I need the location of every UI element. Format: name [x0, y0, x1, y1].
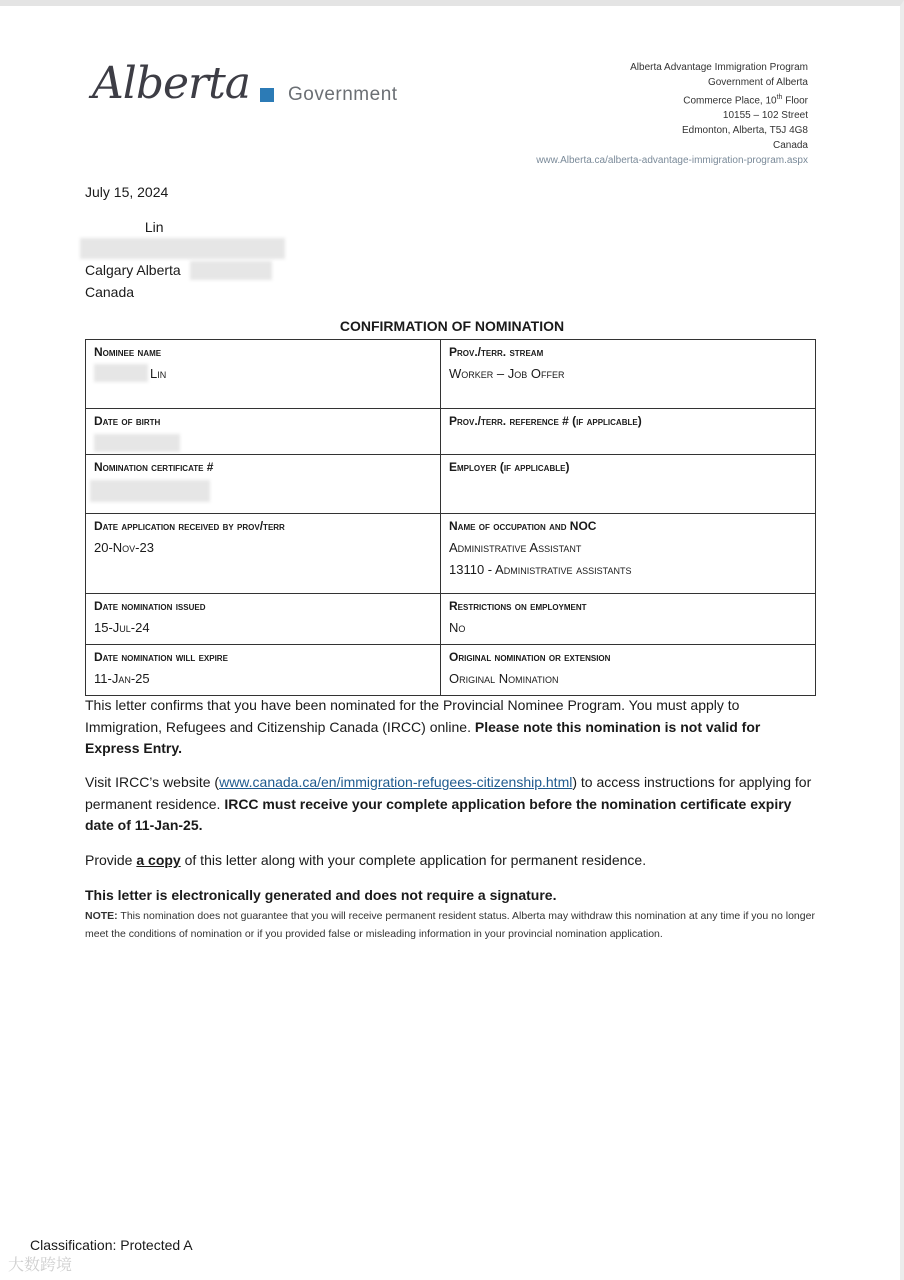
orig-cell — [441, 645, 816, 696]
stream-cell — [441, 340, 816, 409]
employer-cell — [441, 455, 816, 514]
expire-label: Date nomination will expire — [94, 650, 228, 664]
noc-value: 13110 - Administrative assistants — [449, 562, 632, 577]
paragraph-ircc: Visit IRCC’s website (www.canada.ca/en/immigration-refugees-citizenship.html) to access instructions for applying for permanent residence. IRCC must receive your complete application before the nomination certificate expiry date of 11-Jan-25. — [85, 774, 812, 833]
address-line: Canada — [772, 140, 808, 152]
employer-label: Employer (if applicable) — [449, 460, 570, 474]
paragraph-electronic: This letter is electronically generated and does not require a signature. — [85, 887, 557, 903]
orig-value: Original Nomination — [449, 671, 559, 686]
orig-label: Original nomination or extension — [449, 650, 611, 664]
nomination-table — [85, 339, 816, 696]
paragraph-confirmation: This letter confirms that you have been nominated for the Provincial Nominee Program. You must apply to Immigration, Refugees and Citizenship Canada (IRCC) online. Please note this nomination is not valid for Express Entry. — [85, 697, 761, 756]
occupation-cell — [441, 514, 816, 594]
letter-title: CONFIRMATION OF NOMINATION — [339, 318, 565, 334]
received-label: Date application received by prov/terr — [94, 519, 285, 533]
watermark: 大数跨境 — [8, 1257, 73, 1274]
note-paragraph: NOTE: This nomination does not guarantee that you will receive permanent resident status. Alberta may withdraw this nomination at any time if you no longer meet the conditions of nomination or if you provided false or misleading information in your provincial nomination application. — [85, 910, 815, 940]
ref-cell — [441, 409, 816, 455]
ref-label: Prov./terr. reference # (if applicable) — [449, 414, 642, 428]
issued-label: Date nomination issued — [94, 599, 206, 613]
nominee-name-label: Nominee name — [94, 345, 162, 359]
occupation-value: Administrative Assistant — [449, 540, 582, 555]
logo-government-text: Government — [288, 84, 398, 105]
address-line: Commerce Place, 10th Floor — [683, 94, 808, 107]
cert-cell — [86, 455, 441, 514]
address-line: Edmonton, Alberta, T5J 4G8 — [681, 125, 808, 137]
recipient-city: Calgary Alberta — [85, 262, 181, 278]
redacted-cert-number — [90, 480, 210, 502]
restrictions-value: No — [449, 620, 466, 635]
occupation-label: Name of occupation and NOC — [449, 519, 597, 533]
expire-value: 11-Jan-25 — [94, 671, 150, 686]
issued-cell — [86, 594, 441, 645]
alberta-government-logo — [92, 58, 412, 118]
redacted-dob — [94, 434, 180, 452]
letter-date: July 15, 2024 — [85, 184, 169, 200]
restrictions-label: Restrictions on employment — [449, 599, 587, 613]
logo-script: Alberta — [92, 58, 250, 109]
dob-cell — [86, 409, 441, 455]
classification-label: Classification: Protected A — [30, 1237, 193, 1253]
issued-value: 15-Jul-24 — [94, 620, 150, 635]
redacted-nominee-given-name — [94, 364, 148, 382]
recipient-name: Lin — [85, 218, 164, 235]
sender-address — [536, 60, 808, 168]
expire-cell — [86, 645, 441, 696]
received-value: 20-Nov-23 — [94, 540, 154, 555]
address-line: Government of Alberta — [707, 77, 808, 88]
paragraph-copy: Provide a copy of this letter along with your complete application for permanent residence. — [85, 852, 647, 868]
nominee-name-value: Lin — [94, 363, 432, 385]
redacted-address — [80, 238, 285, 259]
nominee-name-cell — [86, 340, 441, 409]
cert-label: Nomination certificate # — [94, 460, 214, 474]
redacted-given-name — [85, 218, 141, 232]
stream-value: Worker – Job Offer — [449, 366, 565, 381]
redacted-postal-code — [190, 261, 272, 280]
address-line: Alberta Advantage Immigration Program — [630, 62, 808, 73]
address-line: 10155 – 102 Street — [722, 110, 808, 122]
dob-label: Date of birth — [94, 414, 161, 428]
logo-square-icon — [260, 88, 274, 102]
recipient-country: Canada — [85, 284, 135, 300]
website-link[interactable]: www.Alberta.ca/alberta-advantage-immigration-program.aspx — [536, 155, 808, 167]
ircc-website-link[interactable]: www.canada.ca/en/immigration-refugees-citizenship.html — [219, 774, 573, 790]
stream-label: Prov./terr. stream — [449, 345, 544, 359]
received-cell — [86, 514, 441, 594]
restrictions-cell — [441, 594, 816, 645]
